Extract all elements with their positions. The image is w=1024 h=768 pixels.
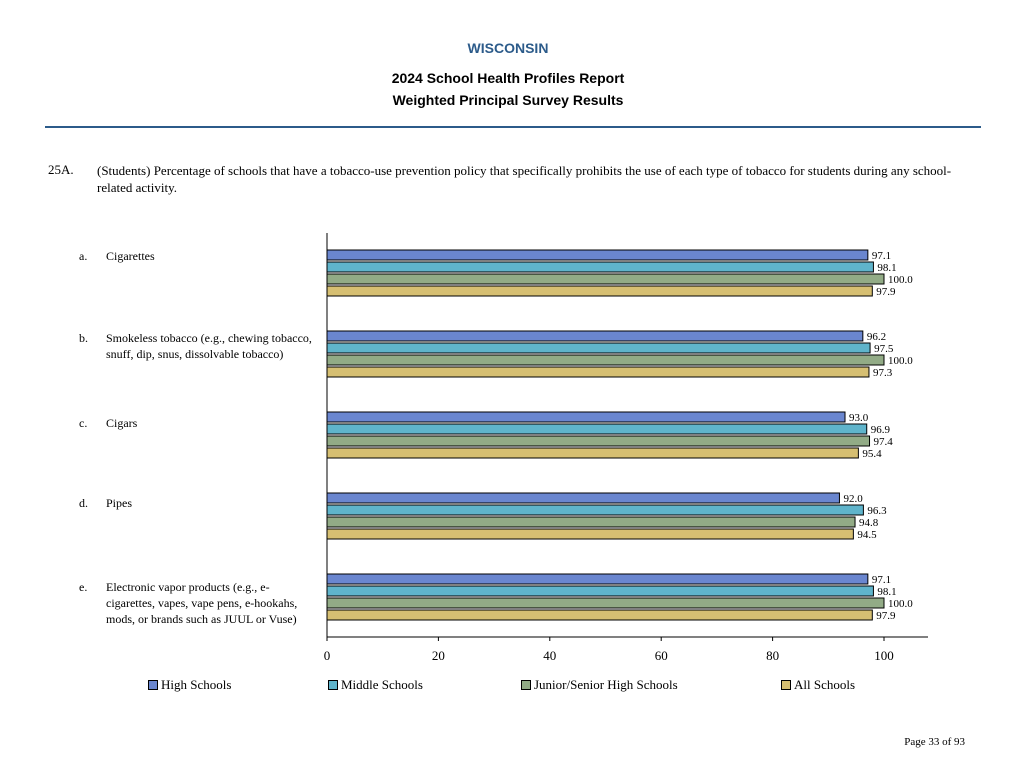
row-letter: e.: [79, 580, 88, 594]
data-label: 96.3: [867, 505, 887, 517]
data-label: 100.0: [888, 598, 913, 610]
bar: [327, 412, 845, 422]
x-tick-label: 20: [431, 648, 445, 663]
data-label: 100.0: [888, 274, 913, 286]
row-letter: c.: [79, 416, 88, 430]
bar: [327, 286, 872, 296]
x-tick-label: 0: [323, 648, 331, 663]
row-letter: d.: [79, 496, 88, 510]
report-title: 2024 School Health Profiles Report: [391, 70, 625, 86]
bar: [327, 250, 868, 260]
bar: [327, 343, 870, 353]
bar: [327, 424, 867, 434]
legend-swatch: [328, 680, 338, 690]
data-label: 97.9: [876, 286, 896, 298]
bar: [327, 493, 839, 503]
data-label: 96.9: [870, 424, 890, 436]
bar: [327, 529, 853, 539]
legend-swatch: [781, 680, 791, 690]
legend-swatch: [148, 680, 158, 690]
bar: [327, 448, 858, 458]
page-number: Page 33 of 93: [904, 736, 965, 748]
legend-label: High Schools: [161, 677, 232, 692]
data-label: 92.0: [843, 493, 863, 505]
bar: [327, 436, 870, 446]
legend-label: Junior/Senior High Schools: [534, 677, 678, 692]
legend-item-middle-schools: [328, 677, 423, 693]
data-label: 94.5: [857, 529, 877, 541]
bar: [327, 598, 884, 608]
legend-label: All Schools: [794, 677, 856, 692]
row-label-smokeless-tobacco: Smokeless tobacco (e.g., chewing tobacco, snuff, dip, snus, dissolvable tobacco): [106, 331, 312, 361]
data-label: 98.1: [877, 586, 897, 598]
data-label: 100.0: [888, 355, 913, 367]
legend-item-all-schools: [781, 677, 855, 693]
x-tick-label: 100: [874, 648, 894, 663]
data-label: 97.9: [876, 610, 896, 622]
row-label-electronic-vapor: Electronic vapor products (e.g., e-cigarettes, vapes, vape pens, e-hookahs, mods, or brands such as JUUL or Vuse): [106, 580, 298, 626]
data-label: 96.2: [866, 331, 887, 343]
data-label: 98.1: [877, 262, 897, 274]
x-tick-label: 80: [766, 648, 780, 663]
bar: [327, 262, 873, 272]
data-label: 97.1: [871, 250, 892, 262]
bar: [327, 610, 872, 620]
question-number: 25A.: [48, 162, 74, 177]
row-letter: a.: [79, 249, 88, 263]
data-label: 94.8: [859, 517, 879, 529]
data-label: 97.4: [873, 436, 893, 448]
data-label: 93.0: [849, 412, 869, 424]
bar: [327, 331, 863, 341]
x-tick-label: 40: [543, 648, 557, 663]
report-subtitle: Weighted Principal Survey Results: [392, 92, 624, 108]
row-letter: b.: [79, 331, 88, 345]
row-label-cigars: Cigars: [106, 416, 138, 430]
x-tick-label: 60: [654, 648, 668, 663]
data-label: 97.5: [874, 343, 894, 355]
row-label-pipes: Pipes: [106, 496, 133, 510]
question-text: (Students) Percentage of schools that have a tobacco-use prevention policy that specifically prohibits the use of each type of tobacco for students during any school-related activity.: [97, 163, 952, 195]
state-title: WISCONSIN: [467, 40, 549, 56]
bar: [327, 355, 884, 365]
legend-swatch: [521, 680, 531, 690]
bar: [327, 274, 884, 284]
legend-item-high-schools: [148, 677, 231, 693]
bar: [327, 574, 868, 584]
data-label: 95.4: [862, 448, 882, 460]
bar: [327, 505, 863, 515]
bar: [327, 586, 873, 596]
data-label: 97.3: [872, 367, 893, 379]
legend-label: Middle Schools: [341, 677, 423, 692]
data-label: 97.1: [871, 574, 892, 586]
row-label-cigarettes: Cigarettes: [106, 249, 155, 263]
bar: [327, 367, 869, 377]
bar: [327, 517, 855, 527]
legend-item-junior-senior-high-schools: [521, 677, 678, 693]
